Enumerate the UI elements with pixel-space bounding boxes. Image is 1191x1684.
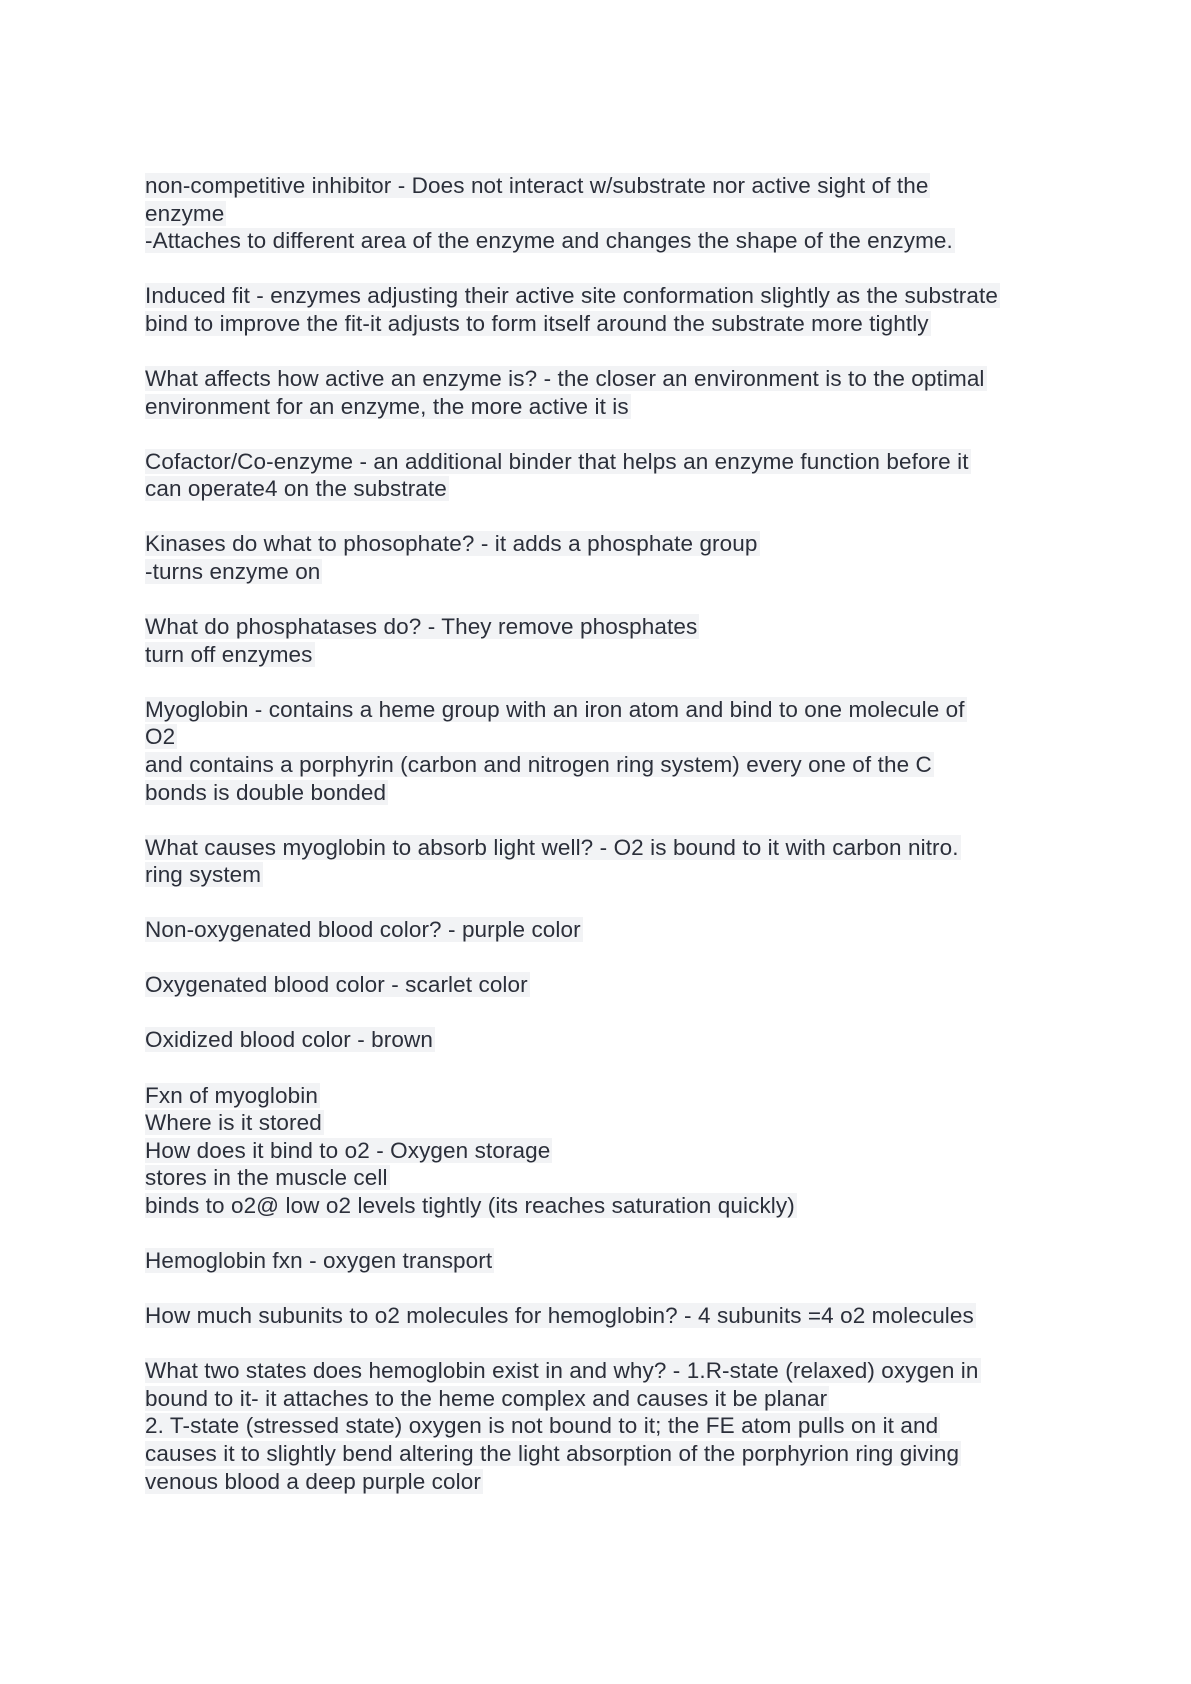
text-line-content: -turns enzyme on	[145, 558, 321, 584]
text-line	[145, 1412, 1065, 1440]
text-line	[145, 1082, 1065, 1110]
text-line	[145, 200, 1065, 228]
text-line	[145, 613, 1065, 641]
text-line-content: What causes myoglobin to absorb light well? - O2 is bound to it with carbon nitro.	[145, 834, 959, 860]
text-line	[145, 751, 1065, 779]
text-line-content: O2	[145, 724, 176, 750]
text-line	[145, 1026, 1065, 1054]
flashcard-entry	[145, 1302, 1065, 1330]
text-line-content: non-competitive inhibitor - Does not interact w/substrate nor active sight of the	[145, 173, 929, 198]
text-line-content: Fxn of myoglobin	[145, 1082, 318, 1108]
document-body	[145, 172, 1065, 1523]
flashcard-entry	[145, 172, 1065, 255]
flashcard-entry	[145, 365, 1065, 420]
text-line	[145, 641, 1065, 669]
text-line-content: What affects how active an enzyme is? - the closer an environment is to the optimal	[145, 365, 985, 391]
text-line	[145, 448, 1065, 476]
flashcard-entry	[145, 834, 1065, 889]
flashcard-entry	[145, 971, 1065, 999]
text-line-content: bound to it- it attaches to the heme complex and causes it be planar	[145, 1385, 828, 1411]
text-line	[145, 1137, 1065, 1165]
text-line-content: can operate4 on the substrate	[145, 476, 447, 502]
text-line	[145, 971, 1065, 999]
text-line	[145, 696, 1065, 724]
text-line-content: Where is it stored	[145, 1110, 322, 1136]
text-line-content: Oxygenated blood color - scarlet color	[145, 972, 528, 998]
text-line	[145, 1164, 1065, 1192]
flashcard-entry	[145, 1026, 1065, 1054]
text-line-content: venous blood a deep purple color	[145, 1468, 481, 1494]
text-line	[145, 1468, 1065, 1496]
text-line	[145, 916, 1065, 944]
flashcard-entry	[145, 696, 1065, 806]
text-line	[145, 1357, 1065, 1385]
text-line-content: How much subunits to o2 molecules for hemoglobin? - 4 subunits =4 o2 molecules	[145, 1303, 974, 1329]
text-line-content: How does it bind to o2 - Oxygen storage	[145, 1137, 551, 1163]
text-line-content: Kinases do what to phosophate? - it adds a phosphate group	[145, 531, 758, 557]
text-line-content: bind to improve the fit-it adjusts to form itself around the substrate more tightly	[145, 310, 929, 336]
text-line-content: bonds is double bonded	[145, 779, 387, 805]
text-line	[145, 365, 1065, 393]
flashcard-entry	[145, 916, 1065, 944]
text-line	[145, 1192, 1065, 1220]
text-line-content: stores in the muscle cell	[145, 1165, 388, 1191]
text-line-content: Myoglobin - contains a heme group with an iron atom and bind to one molecule of	[145, 696, 965, 722]
text-line-content: Hemoglobin fxn - oxygen transport	[145, 1248, 493, 1274]
text-line	[145, 227, 1065, 255]
text-line	[145, 310, 1065, 338]
flashcard-entry	[145, 530, 1065, 585]
text-line-content: Cofactor/Co-enzyme - an additional binder that helps an enzyme function before it	[145, 448, 969, 474]
text-line	[145, 861, 1065, 889]
text-line-content: and contains a porphyrin (carbon and nitrogen ring system) every one of the C	[145, 751, 932, 777]
text-line	[145, 1109, 1065, 1137]
text-line-content: What two states does hemoglobin exist in and why? - 1.R-state (relaxed) oxygen in	[145, 1358, 979, 1384]
flashcard-entry	[145, 1082, 1065, 1220]
text-line	[145, 475, 1065, 503]
text-line	[145, 1302, 1065, 1330]
text-line-content: 2. T-state (stressed state) oxygen is not bound to it; the FE atom pulls on it and	[145, 1413, 939, 1439]
text-line	[145, 530, 1065, 558]
text-line-content: causes it to slightly bend altering the light absorption of the porphyrion ring giving	[145, 1441, 960, 1466]
flashcard-entry	[145, 448, 1065, 503]
flashcard-entry	[145, 282, 1065, 337]
text-line-content: turn off enzymes	[145, 641, 313, 667]
text-line	[145, 834, 1065, 862]
text-line-content: Non-oxygenated blood color? - purple color	[145, 917, 581, 943]
text-line	[145, 1247, 1065, 1275]
text-line	[145, 282, 1065, 310]
text-line-content: -Attaches to different area of the enzyme and changes the shape of the enzyme.	[145, 228, 953, 254]
flashcard-entry	[145, 1247, 1065, 1275]
text-line	[145, 779, 1065, 807]
text-line	[145, 172, 1065, 200]
text-line-content: binds to o2@ low o2 levels tightly (its reaches saturation quickly)	[145, 1192, 795, 1218]
text-line-content: enzyme	[145, 200, 225, 226]
text-line-content: Oxidized blood color - brown	[145, 1027, 433, 1053]
text-line	[145, 723, 1065, 751]
text-line-content: environment for an enzyme, the more active it is	[145, 393, 629, 419]
text-line-content: Induced fit - enzymes adjusting their active site conformation slightly as the substrate	[145, 283, 998, 309]
text-line	[145, 1440, 1065, 1468]
text-line	[145, 1385, 1065, 1413]
flashcard-entry	[145, 613, 1065, 668]
text-line-content: ring system	[145, 862, 262, 888]
text-line	[145, 393, 1065, 421]
text-line	[145, 558, 1065, 586]
flashcard-entry	[145, 1357, 1065, 1495]
text-line-content: What do phosphatases do? - They remove phosphates	[145, 614, 698, 640]
